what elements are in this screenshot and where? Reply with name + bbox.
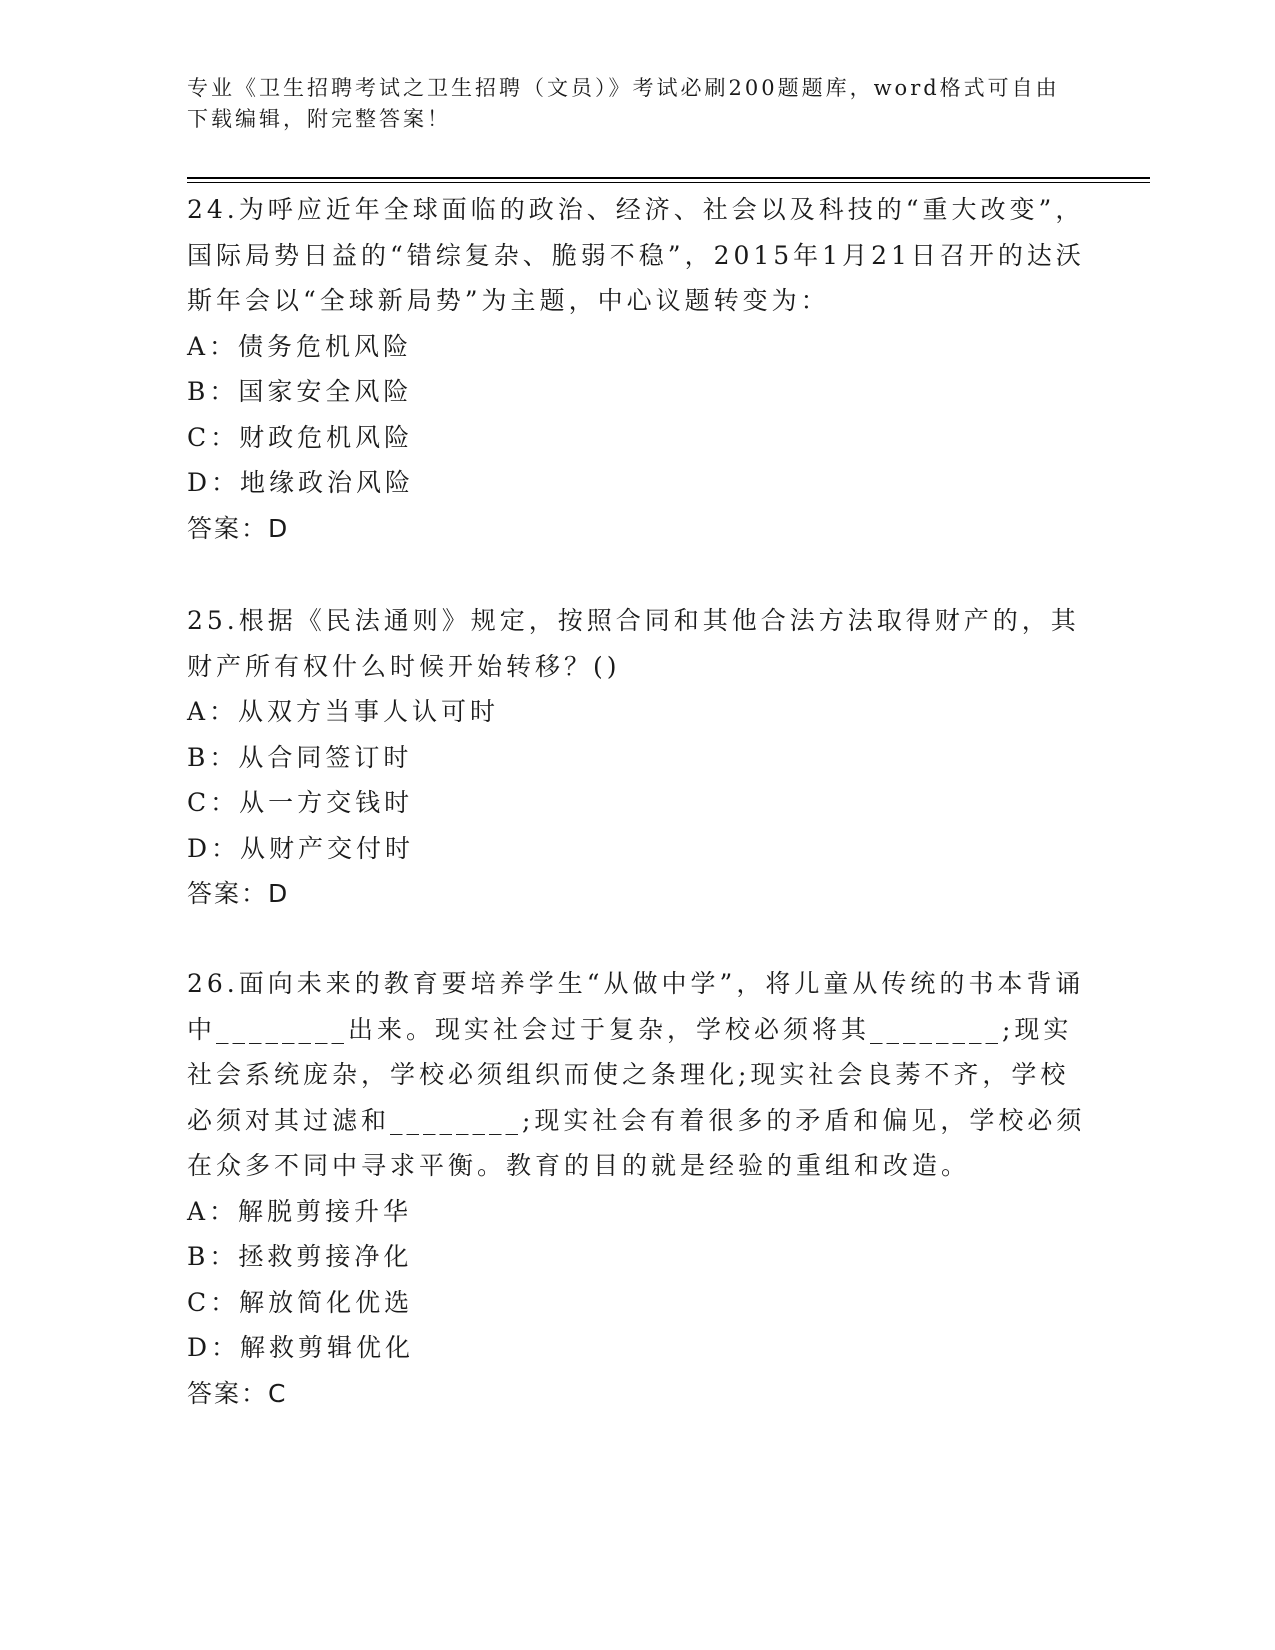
option-c: C：解放简化优选 — [187, 1287, 414, 1317]
option-b: B：拯救剪接净化 — [187, 1242, 413, 1271]
answer-label: 答案：D — [187, 879, 290, 908]
option-b: B：从合同签订时 — [187, 742, 413, 772]
header-divider-thick — [187, 177, 1150, 179]
question-24 — [187, 187, 1092, 552]
question-stem: 24.为呼应近年全球面临的政治、经济、社会以及科技的“重大改变”，国际局势日益的“错综复杂、脆弱不稳”，2015年1月21日召开的达沃斯年会以“全球新局势”为主题，中心议题转变为： — [187, 195, 1085, 315]
option-d: D：从财产交付时 — [187, 833, 415, 863]
option-a: A：债务危机风险 — [187, 331, 413, 361]
option-a: A：从双方当事人认可时 — [187, 697, 500, 726]
option-d: D：解救剪辑优化 — [187, 1333, 415, 1362]
option-c: C：从一方交钱时 — [187, 788, 414, 817]
option-a: A：解脱剪接升华 — [187, 1196, 413, 1226]
answer-label: 答案：D — [187, 513, 290, 543]
question-stem: 26.面向未来的教育要培养学生“从做中学”，将儿童从传统的书本背诵中________出来。现实社会过于复杂，学校必须将其________;现实社会系统庞杂，学校必须组织而使之条理化;现实社会良莠不齐，学校必须对其过滤和________;现实社会有着很多的矛盾和偏见，学校必须在众多不同中寻求平衡。教育的目的就是经验的重组和改造。 — [187, 969, 1086, 1180]
answer-label: 答案：C — [187, 1378, 288, 1408]
question-stem: 25.根据《民法通则》规定，按照合同和其他合法方法取得财产的，其财产所有权什么时候开始转移？() — [187, 606, 1080, 681]
option-d: D：地缘政治风险 — [187, 468, 415, 497]
document-header: 专业《卫生招聘考试之卫生招聘（文员）》考试必刷200题题库，word格式可自由下载编辑，附完整答案！ — [187, 76, 1060, 131]
option-c: C：财政危机风险 — [187, 422, 414, 452]
question-26 — [187, 961, 1092, 1417]
header-divider-thin — [187, 182, 1150, 183]
question-25 — [187, 598, 1092, 917]
option-b: B：国家安全风险 — [187, 377, 413, 406]
